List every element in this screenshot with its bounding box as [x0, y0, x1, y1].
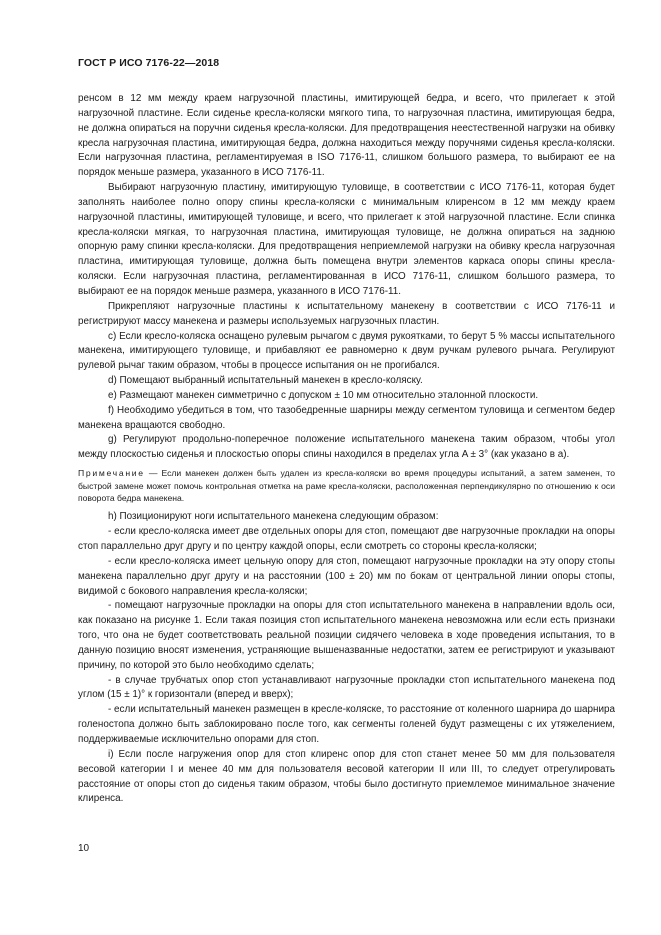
paragraph: ренсом в 12 мм между краем нагрузочной пластины, имитирующей бедра, и всего, что прилегает к этой нагрузочной пластине. Если сиденье кресла-коляски мягкого типа, то нагрузочная пластина, имитирующая бедра, не должна опираться на поручни сиденья кресла-коляски. Для предотвращения неестественной нагрузки на обивку кресла нагрузочная пластина, имитирующая бедра, должна находиться между поручнями сиденья кресла-коляски. Если нагрузочная пластина, регламентируемая в ISO 7176-11, слишком большого размера, то выбирают ее на порядок меньше размера, указанного в ИСО 7176-11.	[78, 93, 615, 179]
paragraph-item-h: h) Позиционируют ноги испытательного манекена следующим образом:	[108, 511, 439, 523]
document-body	[78, 92, 615, 807]
list-item: - помещают нагрузочные прокладки на опоры для стоп испытательного манекена в направлении вдоль оси, как показано на рисунке 1. Если такая позиция стоп испытательного манекена невозможна или если есть признаки того, что она не будет соответствовать реальной позиции сидячего человека в ходе проведения испытания, то в данную позицию вносят изменения, устраняющие вышеназванные недостатки, затем ее регистрируют и указывают причину, по которой это было необходимо сделать;	[78, 600, 615, 671]
list-item: - если испытательный манекен размещен в кресле-коляске, то расстояние от коленного шарнира до шарнира голеностопа должно быть заблокировано после того, как сегменты голеней будут размещены с их утяжелением, поддерживаемые исключительно опорами для стоп.	[78, 704, 615, 745]
list-item: - в случае трубчатых опор стоп устанавливают нагрузочные прокладки стоп испытательного манекена под углом (15 ± 1)° к горизонтали (вперед и вверх);	[78, 674, 615, 701]
page-number: 10	[78, 843, 90, 854]
paragraph-item-d: d) Помещают выбранный испытательный манекен в кресло-коляску.	[108, 375, 423, 387]
paragraph-item-e: e) Размещают манекен симметрично с допуском ± 10 мм относительно эталонной плоскости.	[108, 389, 539, 401]
list-item: - если кресло-коляска имеет две отдельных опоры для стоп, помещают две нагрузочные прокладки на опоры стоп параллельно друг другу и по центру каждой опоры, если смотреть со стороны кресла-коляски;	[78, 526, 615, 552]
paragraph-item-i: i) Если после нагружения опор для стоп клиренс опор для стоп станет менее 50 мм для пользователя весовой категории I и менее 40 мм для пользователя весовой категории II или III, то следует отрегулировать расстояние от опоры стоп до сиденья таким образом, чтобы было достигнуто приемлемое минимальное значение клиренса.	[78, 748, 615, 805]
standard-header: ГОСТ Р ИСО 7176-22—2018	[78, 57, 220, 69]
note-label: Примечание	[78, 468, 145, 479]
note	[78, 467, 615, 504]
paragraph-item-g: g) Регулируют продольно-поперечное положение испытательного манекена таким образом, чтобы угол между плоскостью сиденья и плоскостью опоры спины находился в пределах угла A ± 3° (как указано в а).	[78, 434, 615, 461]
paragraph-item-f: f) Необходимо убедиться в том, что тазобедренные шарниры между сегментом туловища и сегментом бедер манекена вращаются свободно.	[78, 404, 615, 431]
paragraph-item-c: c) Если кресло-коляска оснащено рулевым рычагом с двумя рукоятками, то берут 5 % массы испытательного манекена, имитирующего туловище, и прибавляют ее равномерно к двум ручкам рулевого рычага. Регулируют рулевой рычаг таким образом, чтобы в процессе испытания он не прогибался.	[78, 330, 615, 372]
paragraph: Прикрепляют нагрузочные пластины к испытательному манекену в соответствии с ИСО 7176-11 и регистрируют массу манекена и размеры используемых нагрузочных пластин.	[78, 300, 615, 327]
paragraph: Выбирают нагрузочную пластину, имитирующую туловище, в соответствии с ИСО 7176-11, которая будет заполнять наиболее полно опору спины кресла-коляски с минимальным клиренсом в 12 мм между краем нагрузочной пластины, имитирующей туловище, и всего, что прилегает к этой нагрузочной пластине. Если спинка кресла-коляски мягкая, то нагрузочная пластина, имитирующая туловище, не должна опираться на заднюю опорную раму спинки кресла-коляски. Для предотвращения неприемлемой нагрузки на обивку кресла нагрузочная пластина, имитирующая туловище, должна быть помещена внутри элементов каркаса опоры спины кресла-коляски. Если нагрузочная пластина, регламентированная в ИСО 7176-11, слишком большого размера, то выбирают ее на порядок меньше размера, указанного в ИСО 7176-11.	[78, 182, 615, 297]
list-item: - если кресло-коляска имеет цельную опору для стоп, помещают нагрузочные прокладки на эту опору стопы манекена параллельно друг другу и на расстоянии (100 ± 20) мм по бокам от центральной линии опоры стопы, видимой с бокового направления кресла-коляски;	[78, 555, 615, 597]
note-text: — Если манекен должен быть удален из кресла-коляски во время процедуры испытаний, а затем заменен, то быстрой замене может помочь контрольная отметка на раме кресла-коляски, расположенная перпендикулярно по отношению к оси поворота бедра манекена.	[78, 468, 615, 503]
